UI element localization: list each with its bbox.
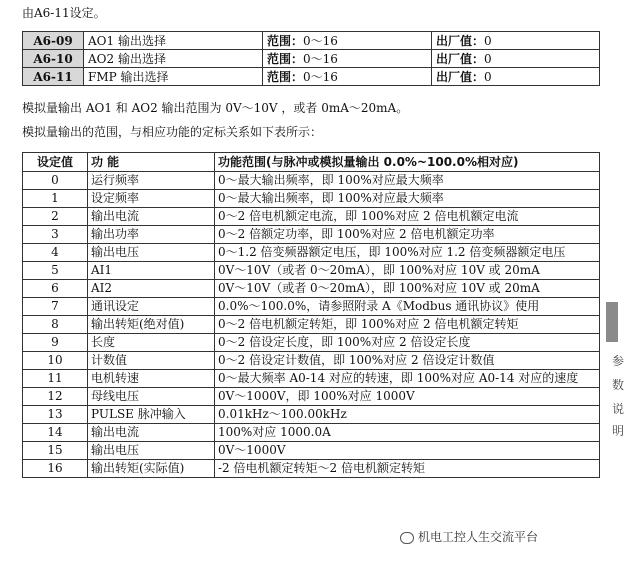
- param-row: [23, 68, 600, 86]
- range-value: 0～16: [303, 70, 338, 84]
- cell-function: 输出转矩(绝对值): [88, 316, 215, 334]
- side-glyph: 数: [612, 378, 624, 392]
- param-default: [432, 50, 600, 68]
- table-row: [23, 388, 600, 406]
- header-range: 功能范围(与脉冲或模拟量输出 0.0%~100.0%相对应): [215, 153, 600, 172]
- cell-range: 0.01kHz～100.00kHz: [215, 406, 600, 424]
- table-row: [23, 280, 600, 298]
- table-row: [23, 262, 600, 280]
- side-glyph: 明: [612, 424, 624, 438]
- cell-range: 0～1.2 倍变频器额定电压，即 100%对应 1.2 倍变频器额定电压: [215, 244, 600, 262]
- param-name: AO1 输出选择: [84, 32, 263, 50]
- cell-setting: 16: [23, 460, 88, 478]
- param-code: A6-10: [23, 50, 84, 68]
- cell-function: AI2: [88, 280, 215, 298]
- table-row: [23, 460, 600, 478]
- cell-range: 0V～1000V: [215, 442, 600, 460]
- range-label: 范围：: [267, 70, 304, 84]
- table-header-row: [23, 153, 600, 172]
- side-glyph: 说: [612, 402, 624, 416]
- cell-setting: 3: [23, 226, 88, 244]
- default-label: 出厂值：: [436, 70, 485, 84]
- cell-setting: 9: [23, 334, 88, 352]
- cell-setting: 4: [23, 244, 88, 262]
- cell-range: 0.0%～100.0%，请参照附录 A《Modbus 通讯协议》使用: [215, 298, 600, 316]
- sidebar-tab: [606, 302, 618, 342]
- table-row: [23, 424, 600, 442]
- param-name: AO2 输出选择: [84, 50, 263, 68]
- cell-setting: 12: [23, 388, 88, 406]
- cell-function: 输出电压: [88, 442, 215, 460]
- cell-setting: 8: [23, 316, 88, 334]
- table-row: [23, 442, 600, 460]
- side-glyph: 参: [612, 354, 624, 368]
- cell-setting: 10: [23, 352, 88, 370]
- range-label: 范围：: [267, 34, 304, 48]
- header-function: 功 能: [88, 153, 215, 172]
- cell-setting: 2: [23, 208, 88, 226]
- cell-range: 0V～10V（或者 0～20mA），即 100%对应 10V 或 20mA: [215, 280, 600, 298]
- table-row: [23, 334, 600, 352]
- table-row: [23, 226, 600, 244]
- default-value: 0: [484, 52, 492, 66]
- default-label: 出厂值：: [436, 34, 485, 48]
- cell-function: 输出电流: [88, 424, 215, 442]
- function-mapping-table: [22, 152, 600, 478]
- table-row: [23, 370, 600, 388]
- range-value: 0～16: [303, 52, 338, 66]
- cell-setting: 13: [23, 406, 88, 424]
- cell-range: 0～2 倍电机额定电流，即 100%对应 2 倍电机额定电流: [215, 208, 600, 226]
- cell-setting: 5: [23, 262, 88, 280]
- param-row: [23, 50, 600, 68]
- cell-setting: 1: [23, 190, 88, 208]
- cell-range: 0V～10V（或者 0～20mA），即 100%对应 10V 或 20mA: [215, 262, 600, 280]
- parameter-table: [22, 31, 600, 86]
- cell-function: 母线电压: [88, 388, 215, 406]
- cell-range: 100%对应 1000.0A: [215, 424, 600, 442]
- param-default: [432, 32, 600, 50]
- table-row: [23, 190, 600, 208]
- cell-range: 0～2 倍电机额定转矩，即 100%对应 2 倍电机额定转矩: [215, 316, 600, 334]
- cell-function: 输出电流: [88, 208, 215, 226]
- header-setting: 设定值: [23, 153, 88, 172]
- param-row: [23, 32, 600, 50]
- table-row: [23, 406, 600, 424]
- param-code: A6-09: [23, 32, 84, 50]
- cell-setting: 6: [23, 280, 88, 298]
- table-row: [23, 172, 600, 190]
- param-range: [263, 68, 432, 86]
- default-value: 0: [484, 34, 492, 48]
- cell-function: AI1: [88, 262, 215, 280]
- cell-function: 长度: [88, 334, 215, 352]
- intro-text: 由A6-11设定。: [22, 6, 106, 20]
- default-value: 0: [484, 70, 492, 84]
- cell-function: 输出功率: [88, 226, 215, 244]
- table-row: [23, 244, 600, 262]
- watermark-text: 机电工控人生交流平台: [418, 530, 539, 544]
- cell-function: 运行频率: [88, 172, 215, 190]
- cell-setting: 15: [23, 442, 88, 460]
- table-row: [23, 298, 600, 316]
- cell-range: -2 倍电机额定转矩～2 倍电机额定转矩: [215, 460, 600, 478]
- param-range: [263, 32, 432, 50]
- cell-range: 0～最大频率 A0-14 对应的转速，即 100%对应 A0-14 对应的速度: [215, 370, 600, 388]
- cell-function: 通讯设定: [88, 298, 215, 316]
- cell-function: PULSE 脉冲输入: [88, 406, 215, 424]
- param-range: [263, 50, 432, 68]
- default-label: 出厂值：: [436, 52, 485, 66]
- cell-function: 计数值: [88, 352, 215, 370]
- cell-range: 0～2 倍设定长度，即 100%对应 2 倍设定长度: [215, 334, 600, 352]
- cell-range: 0～2 倍额定功率，即 100%对应 2 倍电机额定功率: [215, 226, 600, 244]
- cell-setting: 0: [23, 172, 88, 190]
- cell-setting: 11: [23, 370, 88, 388]
- cell-function: 输出电压: [88, 244, 215, 262]
- cell-function: 电机转速: [88, 370, 215, 388]
- table-row: [23, 208, 600, 226]
- cell-setting: 7: [23, 298, 88, 316]
- cell-range: 0～2 倍设定计数值，即 100%对应 2 倍设定计数值: [215, 352, 600, 370]
- table-caption: 模拟量输出的范围，与相应功能的定标关系如下表所示：: [22, 125, 323, 139]
- param-code: A6-11: [23, 68, 84, 86]
- range-label: 范围：: [267, 52, 304, 66]
- cell-range: 0～最大输出频率，即 100%对应最大频率: [215, 172, 600, 190]
- cell-setting: 14: [23, 424, 88, 442]
- output-range-text: 模拟量输出 AO1 和 AO2 输出范围为 0V～10V ，或者 0mA～20mA。: [22, 101, 409, 115]
- table-row: [23, 316, 600, 334]
- cell-function: 设定频率: [88, 190, 215, 208]
- wechat-icon: [400, 532, 414, 544]
- table-row: [23, 352, 600, 370]
- param-name: FMP 输出选择: [84, 68, 263, 86]
- cell-range: 0～最大输出频率，即 100%对应最大频率: [215, 190, 600, 208]
- cell-function: 输出转矩(实际值): [88, 460, 215, 478]
- watermark: [400, 528, 538, 545]
- cell-range: 0V～1000V，即 100%对应 1000V: [215, 388, 600, 406]
- range-value: 0～16: [303, 34, 338, 48]
- param-default: [432, 68, 600, 86]
